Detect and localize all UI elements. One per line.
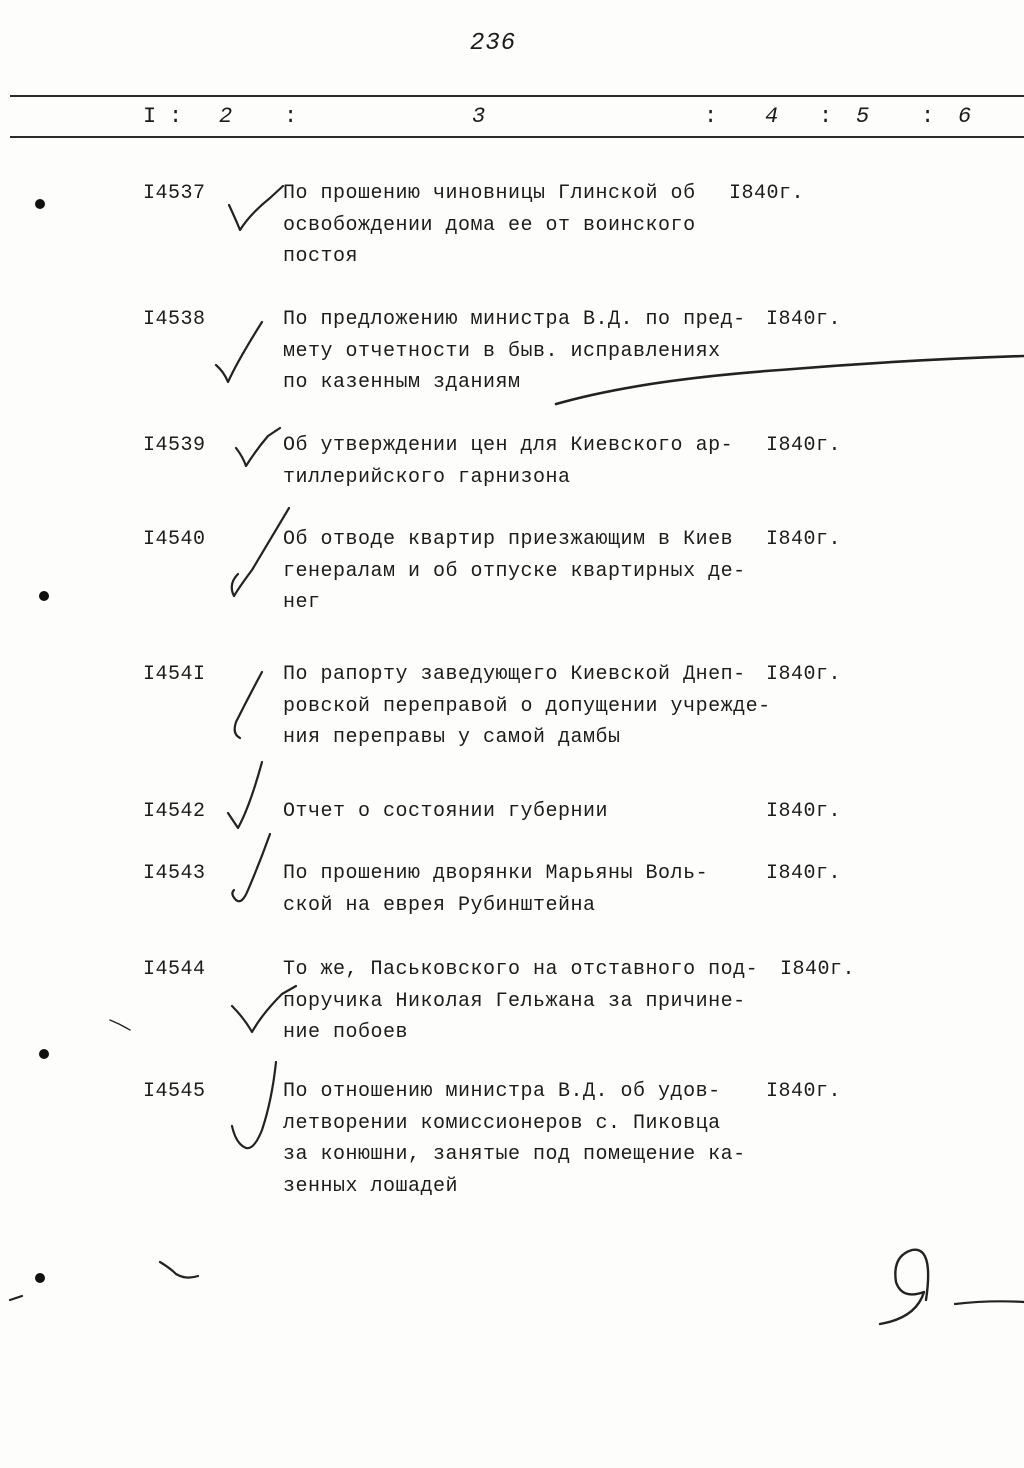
column-header-5: 5 bbox=[856, 104, 870, 129]
entry-line: ние побоев bbox=[283, 1021, 409, 1044]
entry-year: I840г. bbox=[729, 182, 805, 205]
checkmark-icon bbox=[232, 1062, 276, 1148]
entry-description bbox=[283, 858, 783, 921]
annotation-stroke bbox=[10, 1296, 22, 1300]
handwritten-sign-icon bbox=[880, 1250, 928, 1324]
entry-description bbox=[283, 796, 783, 828]
header-bottom-rule bbox=[10, 136, 1024, 138]
entry-line: По предложению министра В.Д. по пред- bbox=[283, 308, 746, 331]
entry-number: I4543 bbox=[143, 862, 206, 885]
binding-hole-icon bbox=[39, 591, 49, 601]
column-header-4: 4 bbox=[765, 104, 779, 129]
entry-line: По прошению чиновницы Глинской об bbox=[283, 182, 696, 205]
column-header-2: 2 bbox=[219, 104, 233, 129]
entry-year: I840г. bbox=[766, 434, 842, 457]
checkmark-icon bbox=[228, 762, 262, 828]
page-number: 236 bbox=[470, 30, 517, 57]
column-header-1: I bbox=[143, 104, 157, 129]
header-top-rule bbox=[10, 95, 1024, 97]
column-separator: : bbox=[169, 104, 183, 129]
column-separator: : bbox=[819, 104, 833, 129]
entry-year: I840г. bbox=[780, 958, 856, 981]
annotation-stroke bbox=[160, 1262, 198, 1278]
checkmark-icon bbox=[236, 428, 280, 466]
entry-year: I840г. bbox=[766, 800, 842, 823]
entry-description bbox=[283, 178, 783, 273]
entry-number: I4538 bbox=[143, 308, 206, 331]
entry-line: ровской переправой о допущении учрежде- bbox=[283, 694, 771, 718]
checkmark-icon bbox=[232, 834, 270, 901]
entry-line: ния переправы у самой дамбы bbox=[283, 726, 621, 749]
column-header-6: 6 bbox=[958, 104, 972, 129]
entry-number: I4540 bbox=[143, 528, 206, 551]
entry-line: То же, Паськовского на отставного под- bbox=[283, 958, 759, 981]
entry-line: летворении комиссионеров с. Пиковца bbox=[283, 1111, 721, 1135]
entry-line: зенных лошадей bbox=[283, 1174, 459, 1198]
entry-year: I840г. bbox=[766, 862, 842, 885]
entry-line: освобождении дома ее от воинского bbox=[283, 213, 696, 237]
entry-year: I840г. bbox=[766, 528, 842, 551]
binding-hole-icon bbox=[35, 1273, 45, 1283]
entry-year: I840г. bbox=[766, 1080, 842, 1103]
column-separator: : bbox=[284, 104, 298, 129]
entry-line: ской на еврея Рубинштейна bbox=[283, 893, 596, 917]
checkmark-icon bbox=[235, 672, 262, 738]
column-separator: : bbox=[704, 104, 718, 129]
entry-description bbox=[283, 304, 783, 399]
entry-line: поручика Николая Гельжана за причине- bbox=[283, 989, 746, 1013]
entry-line: Об отводе квартир приезжающим в Киев bbox=[283, 528, 734, 551]
column-separator: : bbox=[921, 104, 935, 129]
entry-number: I4544 bbox=[143, 958, 206, 981]
entry-number: I4542 bbox=[143, 800, 206, 823]
binding-hole-icon bbox=[39, 1049, 49, 1059]
entry-line: тиллерийского гарнизона bbox=[283, 465, 571, 489]
entry-description bbox=[283, 659, 783, 754]
entry-line: генералам и об отпуске квартирных де- bbox=[283, 559, 746, 583]
annotation-stroke bbox=[110, 1020, 130, 1030]
checkmark-icon bbox=[232, 508, 289, 596]
entry-line: По прошению дворянки Марьяны Воль- bbox=[283, 862, 709, 885]
checkmark-icon bbox=[229, 186, 283, 230]
entry-number: I454I bbox=[143, 663, 206, 686]
entry-year: I840г. bbox=[766, 663, 842, 686]
entry-line: постоя bbox=[283, 245, 359, 268]
entry-description bbox=[283, 524, 783, 619]
entry-line: нег bbox=[283, 591, 321, 614]
entry-line: Отчет о состоянии губернии bbox=[283, 800, 609, 823]
entry-number: I4537 bbox=[143, 182, 206, 205]
checkmark-icon bbox=[216, 322, 262, 382]
entry-line: По отношению министра В.Д. об удов- bbox=[283, 1080, 721, 1103]
entry-description bbox=[283, 1076, 783, 1202]
entry-line: мету отчетности в быв. исправлениях bbox=[283, 339, 721, 363]
entry-number: I4545 bbox=[143, 1080, 206, 1103]
entry-line: по казенным зданиям bbox=[283, 371, 521, 394]
annotation-stroke bbox=[955, 1301, 1024, 1304]
entry-line: По рапорту заведующего Киевской Днеп- bbox=[283, 663, 746, 686]
column-header-3: 3 bbox=[472, 104, 486, 129]
entry-number: I4539 bbox=[143, 434, 206, 457]
binding-hole-icon bbox=[35, 199, 45, 209]
entry-year: I840г. bbox=[766, 308, 842, 331]
entry-line: за конюшни, занятые под помещение ка- bbox=[283, 1143, 746, 1166]
entry-line: Об утверждении цен для Киевского ар- bbox=[283, 434, 734, 457]
entry-description bbox=[283, 954, 783, 1049]
entry-description bbox=[283, 430, 783, 493]
